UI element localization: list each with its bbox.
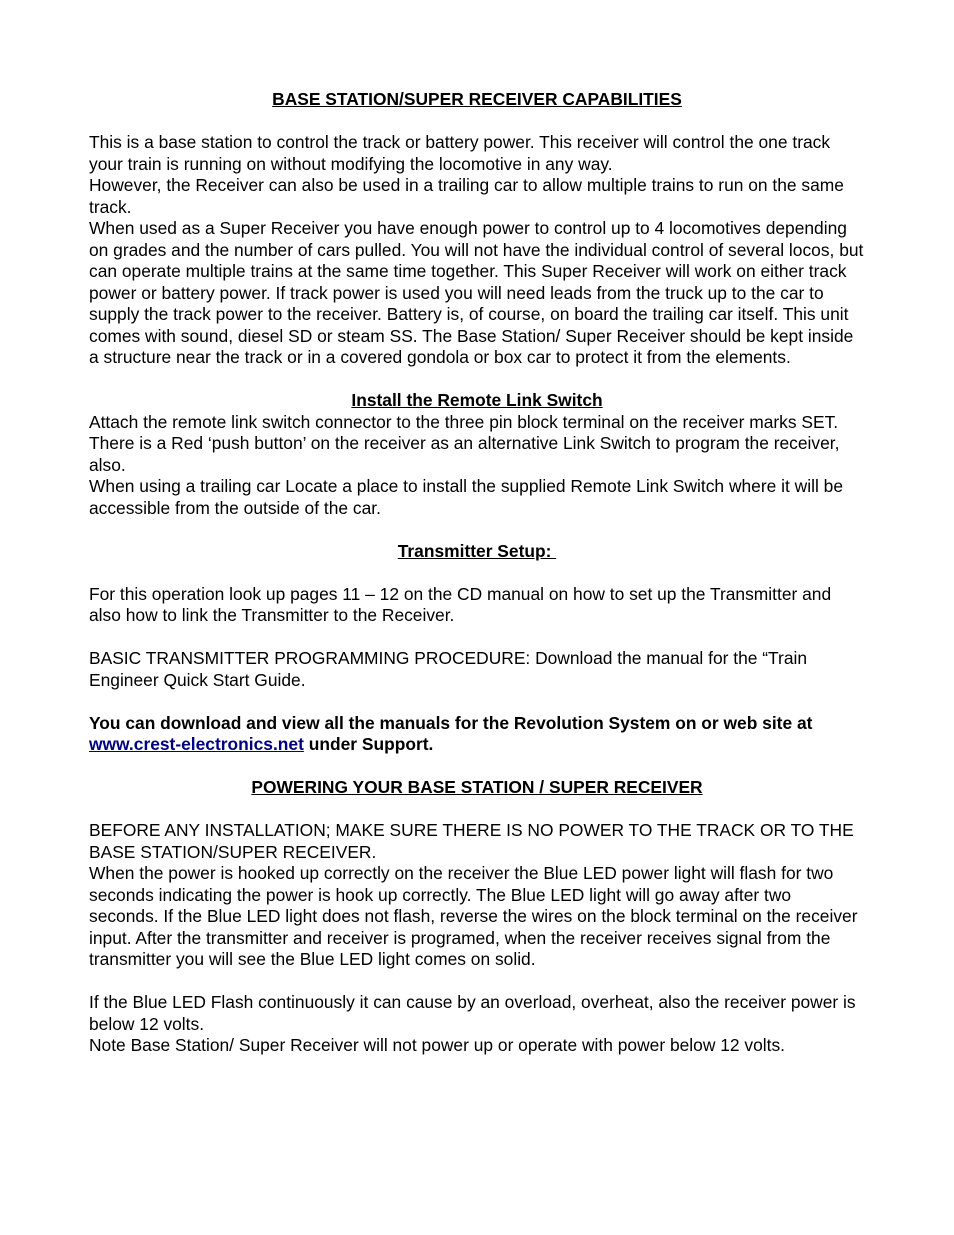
download-suffix: under Support. [303,734,434,754]
spacer [89,691,865,713]
paragraph-push-button: There is a Red ‘push button’ on the receiver as an alternative Link Switch to program the receiver, also. [89,433,840,475]
paragraph-flash-continuously: If the Blue LED Flash continuously it can cause by an overload, overheat, also the receiver power is below 12 volts. [89,992,856,1034]
website-link[interactable]: www.crest-electronics.net [89,734,304,754]
heading-powering: POWERING YOUR BASE STATION / SUPER RECEIVER [251,777,703,797]
paragraph-warning: BEFORE ANY INSTALLATION; MAKE SURE THERE IS NO POWER TO THE TRACK OR TO THE BASE STATION/SUPER RECEIVER. [89,820,854,862]
paragraph-intro: This is a base station to control the track or battery power. This receiver will control the one track your train is running on without modifying the locomotive in any way. [89,132,831,174]
spacer [89,971,865,993]
spacer [89,111,865,133]
heading-transmitter-setup: Transmitter Setup: [397,540,557,561]
paragraph-super-receiver: When used as a Super Receiver you have enough power to control up to 4 locomotives depending on grades and the number of cars pulled. You will not have the individual control of several locos, but can operate multiple trains at the same time together. This Super Receiver will work on either track power or battery power. If track power is used you will need leads from the truck up to the car to supply the track power to the receiver. Battery is, of course, on board the trailing car itself. This unit comes with sound, diesel SD or steam SS. The Base Station/ Super Receiver should be kept inside a structure near the track or in a covered gondola or box car to protect it from the elements. [89,218,864,367]
paragraph-link-connector: Attach the remote link switch connector to the three pin block terminal on the receiver marks SET. [89,411,839,432]
paragraph-trailing-install: When using a trailing car Locate a place to install the supplied Remote Link Switch where it will be accessible from the outside of the car. [89,476,843,518]
paragraph-trailing-car: However, the Receiver can also be used in a trailing car to allow multiple trains to run on the same track. [89,175,844,217]
spacer [89,799,865,821]
download-text: You can download and view all the manuals for the Revolution System on or web site at [89,712,813,733]
paragraph-cd-manual: For this operation look up pages 11 – 12 on the CD manual on how to set up the Transmitter and also how to link the Transmitter to the Receiver. [89,583,832,625]
paragraph-low-voltage-note: Note Base Station/ Super Receiver will not power up or operate with power below 12 volts. [89,1035,785,1055]
spacer [89,756,865,778]
heading-capabilities: BASE STATION/SUPER RECEIVER CAPABILITIES [272,89,682,109]
spacer [89,369,865,391]
paragraph-basic-programming: BASIC TRANSMITTER PROGRAMMING PROCEDURE: Download the manual for the “Train Engineer Quick Start Guide. [89,648,808,690]
spacer [89,627,865,649]
spacer [89,562,865,584]
paragraph-download-manuals [89,713,865,756]
heading-install-link-switch: Install the Remote Link Switch [351,390,603,410]
paragraph-blue-led: When the power is hooked up correctly on the receiver the Blue LED power light will flash for two seconds indicating the power is hook up correctly. The Blue LED light will go away after two seconds. If the Blue LED light does not flash, reverse the wires on the block terminal on the receiver input. After the transmitter and receiver is programed, when the receiver receives signal from the transmitter you will see the Blue LED light comes on solid. [89,863,858,969]
spacer [89,519,865,541]
